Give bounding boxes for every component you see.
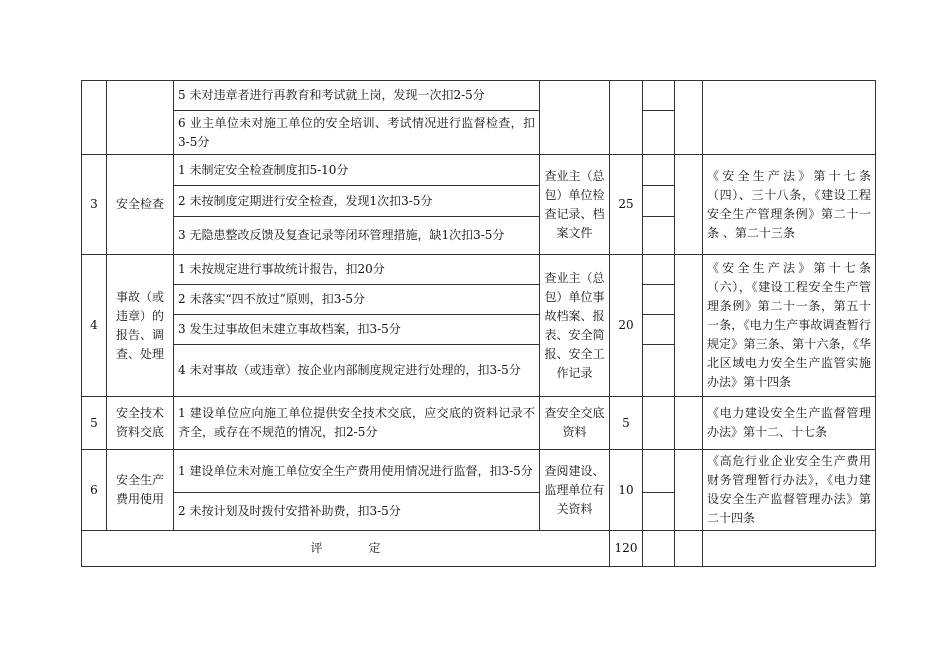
deduction-item: 1 未制定安全检查制度扣5-10分 bbox=[174, 155, 540, 186]
deduction-item: 1 建设单位应向施工单位提供安全技术交底，应交底的资料记录不齐全，或存在不规范的情况，扣2-5分 bbox=[174, 397, 540, 450]
evaluation-row bbox=[82, 531, 876, 567]
basis-cell bbox=[703, 531, 876, 567]
basis-cell: 《电力建设安全生产监督管理办法》第十二、十七条 bbox=[703, 397, 876, 450]
deduct-cell bbox=[643, 155, 675, 186]
table-row bbox=[82, 81, 876, 111]
score-cell bbox=[610, 81, 643, 155]
category-cell: 安全生产费用使用 bbox=[107, 450, 174, 531]
deduct-cell bbox=[643, 345, 675, 397]
evaluation-label-right: 定 bbox=[368, 541, 381, 555]
table-row bbox=[82, 155, 876, 186]
table-row bbox=[82, 255, 876, 285]
category-cell: 事故（或违章）的报告、调查、处理 bbox=[107, 255, 174, 397]
actual-cell bbox=[675, 255, 703, 397]
no-cell bbox=[82, 81, 107, 155]
deduction-item: 3 发生过事故但未建立事故档案，扣3-5分 bbox=[174, 315, 540, 345]
category-cell: 安全技术资料交底 bbox=[107, 397, 174, 450]
table-row bbox=[82, 397, 876, 450]
deduction-item: 6 业主单位未对施工单位的安全培训、考试情况进行监督检查，扣3-5分 bbox=[174, 111, 540, 155]
method-cell: 查业主（总包）单位检查记录、档案文件 bbox=[540, 155, 610, 255]
no-cell: 4 bbox=[82, 255, 107, 397]
method-cell: 查业主（总包）单位事故档案、报表、安全简报、安全工作记录 bbox=[540, 255, 610, 397]
evaluation-label-left: 评 bbox=[310, 541, 323, 555]
method-cell bbox=[540, 81, 610, 155]
deduct-cell bbox=[643, 81, 675, 111]
deduction-item: 3 无隐患整改反馈及复查记录等闭环管理措施，缺1次扣3-5分 bbox=[174, 217, 540, 255]
deduction-item: 4 未对事故（或违章）按企业内部制度规定进行处理的，扣3-5分 bbox=[174, 345, 540, 397]
actual-cell bbox=[675, 531, 703, 567]
score-cell: 25 bbox=[610, 155, 643, 255]
deduction-item: 1 未按规定进行事故统计报告，扣20分 bbox=[174, 255, 540, 285]
deduct-cell bbox=[643, 285, 675, 315]
method-cell: 查安全交底资料 bbox=[540, 397, 610, 450]
deduct-cell bbox=[643, 531, 675, 567]
no-cell: 6 bbox=[82, 450, 107, 531]
actual-cell bbox=[675, 450, 703, 531]
deduct-cell bbox=[643, 111, 675, 155]
deduction-item: 2 未按制度定期进行安全检查，发现1次扣3-5分 bbox=[174, 186, 540, 217]
total-score: 120 bbox=[610, 531, 643, 567]
actual-cell bbox=[675, 155, 703, 255]
deduction-item: 1 建设单位未对施工单位安全生产费用使用情况进行监督，扣3-5分 bbox=[174, 450, 540, 493]
table-row bbox=[82, 450, 876, 493]
score-cell: 5 bbox=[610, 397, 643, 450]
basis-cell: 《安全生产法》第十七条（四）、三十八条，《建设工程安全生产管理条例》第二十一条 、第二十三条 bbox=[703, 155, 876, 255]
method-cell: 查阅建设、监理单位有关资料 bbox=[540, 450, 610, 531]
deduct-cell bbox=[643, 217, 675, 255]
deduct-cell bbox=[643, 397, 675, 450]
safety-evaluation-table bbox=[81, 80, 876, 567]
category-cell bbox=[107, 81, 174, 155]
deduction-item: 2 未按计划及时拨付安措补助费，扣3-5分 bbox=[174, 493, 540, 531]
evaluation-label bbox=[82, 531, 610, 567]
deduct-cell bbox=[643, 493, 675, 531]
score-cell: 20 bbox=[610, 255, 643, 397]
category-cell: 安全检查 bbox=[107, 155, 174, 255]
deduction-item: 2 未落实“四不放过”原则，扣3-5分 bbox=[174, 285, 540, 315]
deduct-cell bbox=[643, 255, 675, 285]
basis-cell: 《高危行业企业安全生产费用财务管理暂行办法》，《电力建设安全生产监督管理办法》第二十四条 bbox=[703, 450, 876, 531]
deduct-cell bbox=[643, 315, 675, 345]
no-cell: 3 bbox=[82, 155, 107, 255]
basis-cell: 《安全生产法》第十七条（六），《建设工程安全生产管理条例》第二十一条，第五十一条，《电力生产事故调查暂行规定》第三条、第十六条，《华北区域电力安全生产监管实施办法》第十四条 bbox=[703, 255, 876, 397]
no-cell: 5 bbox=[82, 397, 107, 450]
basis-cell bbox=[703, 81, 876, 155]
deduction-item: 5 未对违章者进行再教育和考试就上岗，发现一次扣2-5分 bbox=[174, 81, 540, 111]
deduct-cell bbox=[643, 450, 675, 493]
actual-cell bbox=[675, 397, 703, 450]
actual-cell bbox=[675, 81, 703, 155]
score-cell: 10 bbox=[610, 450, 643, 531]
deduct-cell bbox=[643, 186, 675, 217]
